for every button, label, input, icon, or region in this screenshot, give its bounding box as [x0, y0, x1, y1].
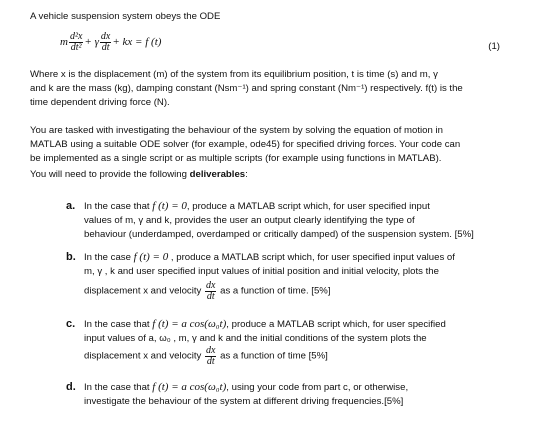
spring-and-force-terms: + kx = f (t): [112, 36, 162, 49]
item-text: [84, 380, 520, 409]
text-line: be implemented as a single script or as multiple scripts (for example using functions in MATLAB).: [30, 153, 442, 164]
text-span: displacement x and velocity: [84, 350, 204, 362]
text-span: , produce a MATLAB script which, for user specified input values of: [168, 252, 455, 263]
deliverables-heading: [30, 168, 518, 182]
text-span: displacement x and velocity: [84, 285, 204, 297]
frac-numerator: d²x: [69, 31, 83, 42]
item-text: [84, 199, 520, 242]
text-line: [84, 380, 520, 395]
text-span: as a function of time. [5%]: [217, 285, 331, 297]
text-line: time dependent driving force (N).: [30, 97, 170, 108]
inline-math: f (t) = a cos(ω₀t): [152, 381, 227, 393]
velocity-fraction: [205, 281, 216, 302]
text-line: You are tasked with investigating the behaviour of the system by solving the equation of motion in: [30, 125, 443, 136]
text-span: In the case: [84, 252, 134, 263]
text-span: as a function of time [5%]: [217, 350, 328, 362]
frac-numerator: dx: [205, 280, 216, 291]
mass-symbol: m: [60, 36, 68, 49]
frac-denominator: dt: [101, 42, 110, 53]
frac-numerator: dx: [205, 345, 216, 356]
text-span: , produce a MATLAB script which, for user specified input: [186, 201, 430, 212]
item-label: a.: [66, 200, 76, 212]
inline-math: f (t) = a cos(ω₀t): [152, 318, 227, 330]
text-line: [84, 317, 520, 332]
text-span: :: [245, 169, 248, 180]
first-derivative-fraction: [100, 32, 111, 53]
item-label: c.: [66, 318, 76, 330]
task-description: [30, 124, 518, 166]
deliverables-word: deliverables: [189, 169, 246, 180]
item-text: [84, 250, 520, 302]
second-derivative-fraction: [69, 32, 83, 53]
text-span: In the case that: [84, 382, 153, 393]
text-line: input values of a, ω₀ , m, γ and k and the initial conditions of the system plots the: [84, 333, 427, 344]
frac-numerator: dx: [100, 31, 111, 42]
equation-number: (1): [488, 41, 500, 52]
text-line: values of m, γ and k, provides the user an output clearly identifying the type of: [84, 215, 415, 226]
variable-definitions: [30, 68, 518, 110]
frac-denominator: dt²: [70, 42, 82, 53]
item-label: b.: [66, 251, 76, 263]
text-span: , produce a MATLAB script which, for user specified: [226, 319, 446, 330]
damping-term: + γ: [84, 36, 99, 49]
text-span: In the case that: [84, 201, 153, 212]
item-label: d.: [66, 381, 76, 393]
text-line: [84, 199, 520, 214]
text-span: You will need to provide the following: [30, 169, 190, 180]
text-line: m, γ , k and user specified input values of initial position and initial velocity, plots the: [84, 266, 439, 277]
text-line: and k are the mass (kg), damping constant (Nsm⁻¹) and spring constant (Nm⁻¹) respectively. f(t) is the: [30, 83, 463, 94]
intro-sentence: A vehicle suspension system obeys the ODE: [30, 11, 221, 22]
text-line: Where x is the displacement (m) of the system from its equilibrium position, t is time (s) and m, γ: [30, 69, 438, 80]
text-line: [84, 346, 520, 367]
frac-denominator: dt: [206, 356, 215, 367]
item-text: [84, 317, 520, 367]
inline-math: f (t) = 0: [152, 200, 187, 212]
text-line: investigate the behaviour of the system at different driving frequencies.[5%]: [84, 396, 404, 407]
text-line: [84, 250, 520, 265]
text-line: MATLAB using a suitable ODE solver (for example, ode45) for specified driving forces. Your code can: [30, 139, 461, 150]
text-span: In the case that: [84, 319, 153, 330]
text-span: , using your code from part c, or otherwise,: [226, 382, 409, 393]
text-line: [84, 281, 520, 302]
velocity-fraction: [205, 346, 216, 367]
frac-denominator: dt: [206, 291, 215, 302]
text-line: behaviour (underdamped, overdamped or critically damped) of the suspension system. [5%]: [84, 229, 474, 240]
inline-math: f (t) = 0: [133, 251, 169, 263]
ode-equation: [60, 32, 500, 62]
